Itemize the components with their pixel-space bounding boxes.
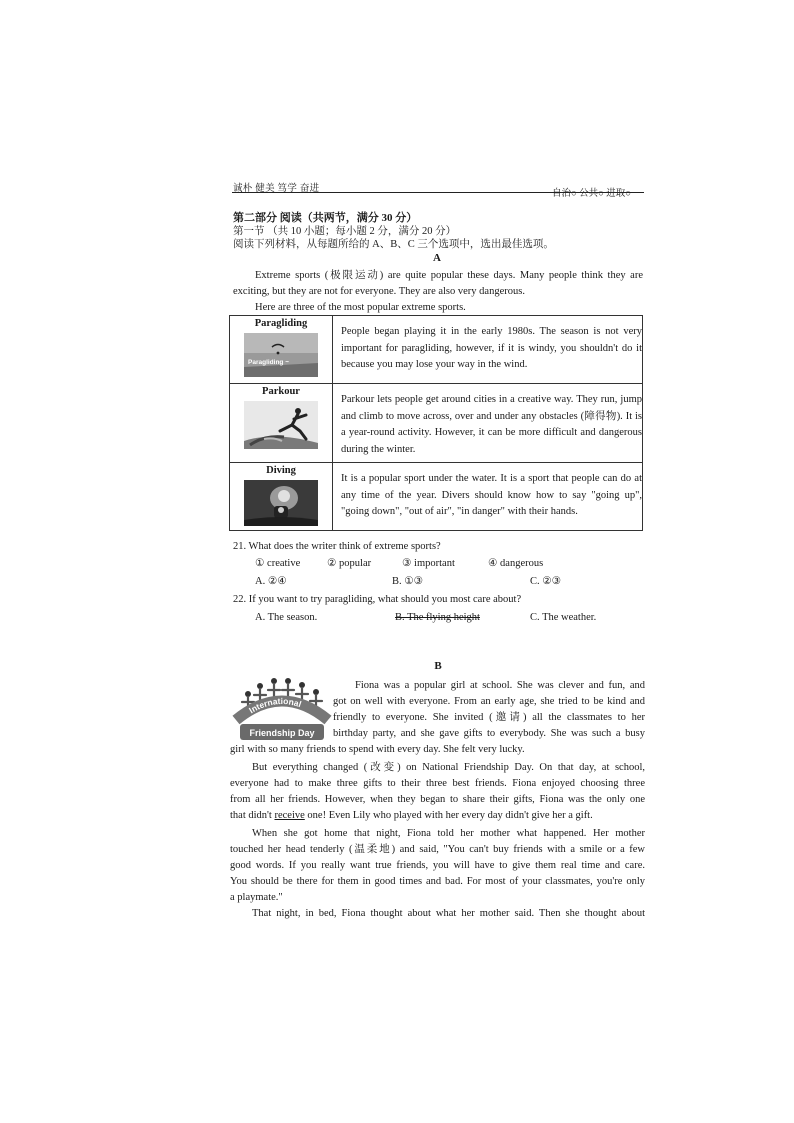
sport-description: Parkour lets people get around cities in a creative way. They run, jump and climb to move across, over and under any obstacles (障得物). It is a year-round activity. However, it can be more difficult and dangerous during the winter. — [333, 384, 643, 463]
passage-line: good words. If you really want true friends, you will have to give them real time and care. — [230, 860, 645, 871]
diver-underwater-photo-icon — [244, 480, 318, 526]
passage-line: friendly to everyone. She invited (邀请) all the classmates to her — [333, 712, 645, 723]
paraglider-photo-icon — [244, 333, 318, 377]
passage-a-letter: A — [433, 252, 441, 264]
question-22-stem: 22. If you want to try paragliding, what should you most care about? — [233, 594, 522, 605]
option-c[interactable]: C. The weather. — [530, 612, 597, 623]
sport-image-cell — [230, 463, 333, 531]
option-a[interactable]: A. The season. — [255, 612, 318, 623]
sport-name: Parkour — [262, 386, 300, 397]
table-row — [230, 463, 643, 531]
option-a[interactable]: A. ②④ — [255, 576, 287, 587]
question-21-stem: 21. What does the writer think of extreme sports? — [233, 541, 441, 552]
instructions: 阅读下列材料，从每题所给的 A、B、C 三个选项中，选出最佳选项。 — [233, 239, 554, 250]
passage-a-intro: Extreme sports (极限运动) are quite popular these days. Many people think they are exciting, but they are not for everyone. They are also very dangerous. — [233, 270, 643, 297]
passage-line: But everything changed (改变) on National Friendship Day. On that day, at school, — [252, 762, 645, 773]
passage-a-intro-2: Here are three of the most popular extreme sports. — [255, 302, 466, 313]
image-caption: Paragliding ~ — [248, 359, 289, 366]
logo-banner-text: Friendship Day — [249, 728, 315, 738]
passage-line: a playmate." — [230, 892, 283, 903]
school-values: 自治○ 公共○ 进取○ — [552, 189, 631, 199]
choice-item[interactable]: ④ dangerous — [488, 558, 544, 569]
sport-image-cell — [230, 384, 333, 463]
passage-b-letter: B — [434, 660, 442, 672]
option-b[interactable]: B. The flying height — [395, 612, 480, 623]
school-motto: 诚朴 健美 笃学 奋进 — [233, 184, 320, 194]
option-b[interactable]: B. ①③ — [392, 576, 424, 587]
table-row — [230, 316, 643, 384]
header-divider — [232, 192, 644, 193]
choice-item[interactable]: ① creative — [255, 558, 301, 569]
choice-item[interactable]: ② popular — [327, 558, 372, 569]
choice-item[interactable]: ③ important — [402, 558, 455, 569]
passage-line: You should be there for them in good times and bad. For most of your classmates, you're only — [230, 876, 645, 887]
passage-line: That night, in bed, Fiona thought about what her mother said. Then she thought about — [252, 908, 645, 919]
sport-description: People began playing it in the early 1980s. The season is not very important for paragliding, however, if it is windy, you shouldn't do it because you may lose your way in the wind. — [333, 316, 643, 384]
passage-line: everyone had to make three gifts to their three best friends. Fiona enjoyed choosing three — [230, 778, 645, 789]
part-title: 第二部分 阅读（共两节，满分 30 分） — [233, 212, 418, 224]
parkour-jump-photo-icon — [244, 401, 318, 449]
passage-line: girl with so many friends to spend with every day. She felt very lucky. — [230, 744, 525, 755]
sport-name: Diving — [266, 465, 296, 476]
passage-line: got on well with everyone. From an early age, she tried to be kind and — [333, 696, 645, 707]
section-title: 第一节 （共 10 小题；每小题 2 分，满分 20 分） — [233, 226, 457, 237]
passage-line: from all her friends. However, when they began to share their gifts, Fiona was the only one — [230, 794, 645, 805]
passage-line: birthday party, and she gave gifts to everybody. She was such a busy — [333, 728, 645, 739]
passage-line — [230, 808, 645, 824]
sports-table — [229, 315, 643, 531]
sport-description: It is a popular sport under the water. It is a sport that people can do at any time of the year. Divers should know how to say "going up", "going down", "out of air", "in danger" with their hands. — [333, 463, 643, 531]
passage-line: When she got home that night, Fiona told her mother what happened. Her mother — [252, 828, 645, 839]
passage-text: one! Even Lily who played with her every day didn't give her a gift. — [307, 810, 593, 821]
passage-line: touched her head tenderly (温柔地) and said, "You can't buy friends with a smile or a few — [230, 844, 645, 855]
sport-image-cell — [230, 316, 333, 384]
passage-line: Fiona was a popular girl at school. She was clever and fun, and — [355, 680, 645, 691]
sport-name: Paragliding — [254, 318, 308, 329]
option-c[interactable]: C. ②③ — [530, 576, 562, 587]
passage-text: that didn't — [230, 810, 272, 821]
logo-arc-text: International — [247, 695, 303, 716]
underlined-word: receive — [274, 810, 305, 821]
table-row — [230, 384, 643, 463]
friendship-day-logo — [230, 676, 334, 748]
